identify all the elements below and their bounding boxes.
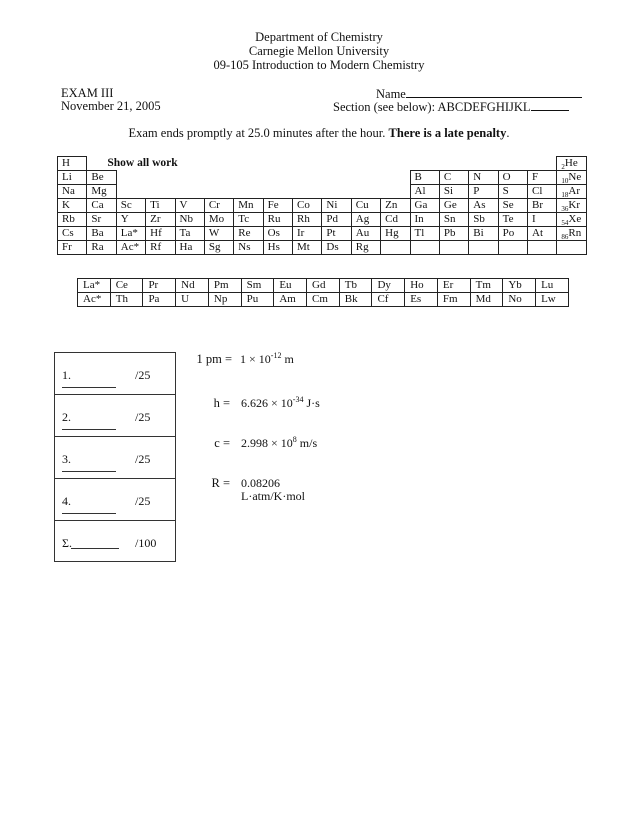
element-cell: Nd [176, 279, 209, 293]
element-cell: Re [234, 227, 263, 241]
period-row [58, 185, 587, 199]
element-symbol: Ar [568, 185, 581, 197]
element-cell: Au [351, 227, 380, 241]
element-cell: Ca [87, 199, 116, 213]
element-cell: Ce [110, 279, 143, 293]
element-cell: Ds [322, 241, 351, 255]
element-cell: Hs [263, 241, 292, 255]
name-blank[interactable] [406, 86, 582, 98]
empty-cell [381, 241, 410, 255]
element-cell: Sc [116, 199, 145, 213]
max-points: /25 [135, 452, 151, 466]
element-cell: Ho [405, 279, 438, 293]
element-cell: Cl [528, 185, 557, 199]
exam-title: EXAM III [61, 86, 114, 100]
element-cell: La* [116, 227, 145, 241]
question-number: 1. [62, 368, 71, 382]
score-row [55, 395, 175, 437]
score-box [54, 352, 176, 562]
element-cell: Al [410, 185, 439, 199]
element-cell: Po [498, 227, 527, 241]
element-cell: I [528, 213, 557, 227]
element-cell: Md [470, 293, 503, 307]
element-cell [557, 185, 586, 199]
element-cell [557, 213, 586, 227]
element-cell: Zn [381, 199, 410, 213]
element-cell: Zr [146, 213, 175, 227]
element-cell: Ga [410, 199, 439, 213]
element-cell: Pa [143, 293, 176, 307]
element-cell: Mt [293, 241, 322, 255]
element-cell: La* [78, 279, 111, 293]
periodic-table [57, 156, 587, 255]
element-cell: In [410, 213, 439, 227]
constant-c-label: c = [214, 436, 230, 450]
constant-pm-value: $1 \times 10^{-12}$ m [240, 351, 294, 366]
element-cell: Pu [241, 293, 274, 307]
element-cell: Gd [307, 279, 340, 293]
element-symbol: He [564, 157, 578, 169]
score-blank[interactable] [62, 429, 116, 430]
max-points: /25 [135, 494, 151, 508]
element-cell: W [204, 227, 233, 241]
element-cell: Ra [87, 241, 116, 255]
element-cell: Mn [234, 199, 263, 213]
max-points: /25 [135, 410, 151, 424]
element-cell: Be [87, 171, 116, 185]
element-cell: No [503, 293, 536, 307]
atomic-number: 86 [561, 233, 569, 241]
atomic-number: 2 [561, 163, 565, 171]
element-cell: Rg [351, 241, 380, 255]
element-cell: Ns [234, 241, 263, 255]
element-cell: Bk [339, 293, 372, 307]
element-cell: Cr [204, 199, 233, 213]
element-cell: Dy [372, 279, 405, 293]
element-cell: Br [528, 199, 557, 213]
element-cell: Ac* [78, 293, 111, 307]
section-blank[interactable] [531, 99, 569, 111]
element-cell: Ba [87, 227, 116, 241]
element-cell: Cf [372, 293, 405, 307]
period-row [58, 213, 587, 227]
element-cell: Cm [307, 293, 340, 307]
element-cell [557, 157, 586, 171]
element-cell [557, 227, 586, 241]
element-cell: Co [293, 199, 322, 213]
question-number: 2. [62, 410, 71, 424]
element-cell: Fe [263, 199, 292, 213]
section-field[interactable] [333, 99, 569, 115]
atomic-number: 18 [561, 191, 569, 199]
element-cell: Lu [536, 279, 569, 293]
atomic-number: 36 [561, 205, 569, 213]
transition-gap [116, 171, 410, 185]
atomic-number: 54 [561, 219, 569, 227]
period-row [58, 241, 587, 255]
element-cell: Sr [87, 213, 116, 227]
element-cell: Sn [439, 213, 468, 227]
score-row [55, 479, 175, 521]
constant-r-label: R = [211, 476, 230, 490]
element-cell: N [469, 171, 498, 185]
element-cell: Tm [470, 279, 503, 293]
element-cell: Si [439, 185, 468, 199]
constant-r-value: 0.08206 [241, 476, 280, 490]
element-cell: Sg [204, 241, 233, 255]
element-cell: Ha [175, 241, 204, 255]
element-cell: Pm [208, 279, 241, 293]
score-row [55, 521, 175, 565]
element-cell: At [528, 227, 557, 241]
max-points: /25 [135, 368, 151, 382]
empty-cell [557, 241, 586, 255]
element-symbol: Rn [568, 227, 582, 239]
element-cell: Nb [175, 213, 204, 227]
empty-cell [528, 241, 557, 255]
element-cell: Ge [439, 199, 468, 213]
element-cell: Na [58, 185, 87, 199]
period: . [506, 126, 510, 140]
period-row [58, 171, 587, 185]
score-row [55, 437, 175, 479]
element-cell: V [175, 199, 204, 213]
element-cell: Cs [58, 227, 87, 241]
element-cell: Tl [410, 227, 439, 241]
element-cell [557, 199, 586, 213]
element-cell: Lw [536, 293, 569, 307]
f-block-row [78, 279, 569, 293]
course-title: 09-105 Introduction to Modern Chemistry [213, 58, 425, 72]
element-cell: Pd [322, 213, 351, 227]
element-cell [557, 171, 586, 185]
f-block-table [77, 278, 569, 307]
element-cell: Li [58, 171, 87, 185]
score-blank[interactable] [62, 387, 116, 388]
element-cell: Mo [204, 213, 233, 227]
score-blank[interactable] [71, 548, 119, 549]
empty-cell [439, 241, 468, 255]
element-cell: Sb [469, 213, 498, 227]
constant-h-label: h = [213, 396, 230, 410]
element-cell: S [498, 185, 527, 199]
element-cell: K [58, 199, 87, 213]
transition-gap [116, 185, 410, 199]
element-cell: Eu [274, 279, 307, 293]
element-cell: Bi [469, 227, 498, 241]
element-cell: Ti [146, 199, 175, 213]
name-label: Name [376, 87, 406, 101]
element-cell: P [469, 185, 498, 199]
element-cell: Te [498, 213, 527, 227]
constant-pm-label: 1 pm = [196, 352, 232, 366]
section-label: Section (see below): ABCDEFGHIJKL [333, 100, 531, 114]
element-cell: H [58, 157, 87, 171]
element-cell: As [469, 199, 498, 213]
element-cell: Ta [175, 227, 204, 241]
atomic-number: 10 [561, 177, 569, 185]
element-cell: Ag [351, 213, 380, 227]
element-cell: C [439, 171, 468, 185]
max-points: /100 [135, 536, 157, 550]
element-cell: U [176, 293, 209, 307]
constant-c-value: $2.998 \times 10^8$ m/s [241, 435, 318, 450]
element-cell: Rb [58, 213, 87, 227]
element-cell: Es [405, 293, 438, 307]
element-cell: Ac* [116, 241, 145, 255]
element-cell: Cd [381, 213, 410, 227]
element-symbol: Xe [568, 213, 582, 225]
element-cell: Fr [58, 241, 87, 255]
element-cell: Pt [322, 227, 351, 241]
late-penalty: There is a late penalty [388, 126, 507, 140]
element-cell: F [528, 171, 557, 185]
element-cell: Er [437, 279, 470, 293]
element-cell: Yb [503, 279, 536, 293]
element-cell: Pb [439, 227, 468, 241]
university-title: Carnegie Mellon University [248, 44, 390, 58]
element-cell: Se [498, 199, 527, 213]
element-cell: Rh [293, 213, 322, 227]
question-number: Σ. [62, 536, 72, 550]
element-cell: B [410, 171, 439, 185]
element-cell: Ir [293, 227, 322, 241]
show-all-work: Show all work [107, 156, 178, 169]
element-cell: Np [208, 293, 241, 307]
element-cell: Rf [146, 241, 175, 255]
element-cell: Am [274, 293, 307, 307]
question-number: 3. [62, 452, 71, 466]
score-blank[interactable] [62, 513, 116, 514]
score-row [55, 353, 175, 395]
element-cell: Cu [351, 199, 380, 213]
instructions [0, 126, 638, 141]
department-title: Department of Chemistry [255, 30, 383, 44]
constant-r-units: L·atm/K·mol [241, 489, 305, 503]
f-block-row [78, 293, 569, 307]
element-cell: Sm [241, 279, 274, 293]
empty-cell [469, 241, 498, 255]
element-cell: Tb [339, 279, 372, 293]
element-symbol: Ne [568, 171, 582, 183]
element-cell: Ru [263, 213, 292, 227]
instructions-text: Exam ends promptly at 25.0 minutes after the hour. [128, 126, 386, 140]
exam-date: November 21, 2005 [61, 99, 161, 113]
question-number: 4. [62, 494, 71, 508]
empty-cell [410, 241, 439, 255]
element-cell: Hg [381, 227, 410, 241]
element-cell: Pr [143, 279, 176, 293]
element-cell: Mg [87, 185, 116, 199]
element-cell: O [498, 171, 527, 185]
element-cell: Tc [234, 213, 263, 227]
element-cell: Hf [146, 227, 175, 241]
score-blank[interactable] [62, 471, 116, 472]
period-row [58, 157, 587, 171]
element-symbol: Kr [568, 199, 581, 211]
period-row [58, 227, 587, 241]
element-cell: Y [116, 213, 145, 227]
element-cell: Fm [437, 293, 470, 307]
element-cell: Ni [322, 199, 351, 213]
element-cell: Th [110, 293, 143, 307]
constant-h-value: $6.626 \times 10^{-34}$ J·s [241, 395, 320, 410]
period-row [58, 199, 587, 213]
element-cell: Os [263, 227, 292, 241]
empty-cell [498, 241, 527, 255]
